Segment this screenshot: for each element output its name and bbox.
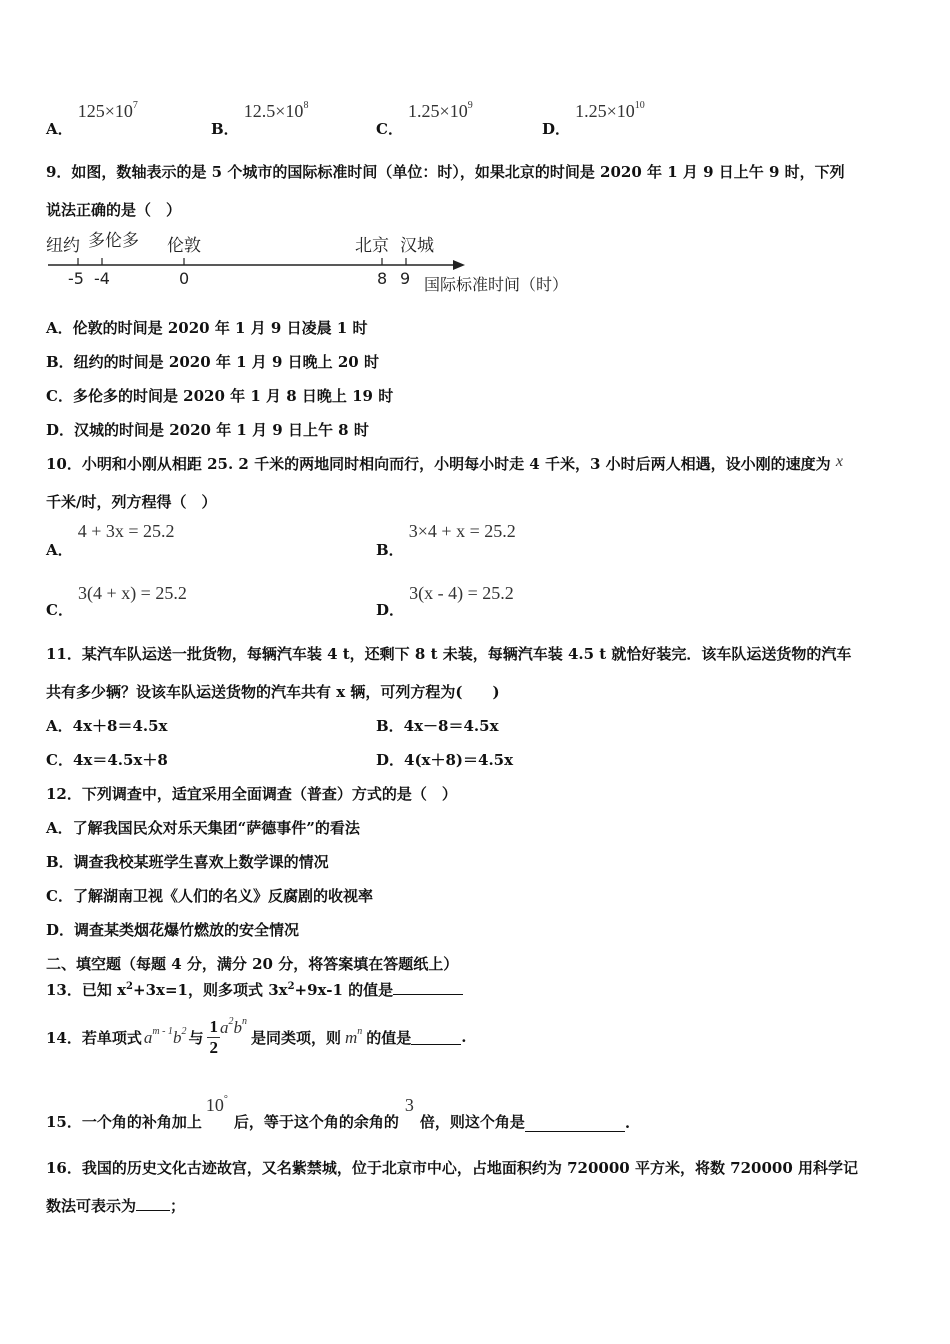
- city-label-newyork: 纽约: [46, 236, 80, 256]
- q8-option-c: [376, 100, 473, 138]
- q8-option-a: [46, 100, 138, 138]
- answer-blank[interactable]: [525, 1117, 625, 1132]
- q12-option-a: A．了解我国民众对乐天集团“萨德事件”的看法: [46, 819, 360, 837]
- answer-blank[interactable]: [393, 980, 463, 995]
- q16-stem-line1: 16．我国的历史文化古迹故宫，又名紫禁城，位于北京市中心，占地面积约为 720000 平方米，将数 720000 用科学记: [46, 1159, 859, 1177]
- tick-label: 8: [377, 269, 388, 288]
- q11-stem-line1: 11．某汽车队运送一批货物，每辆汽车装 4 t，还剩下 8 t 未装，每辆汽车装 4.5 t 就恰好装完．该车队运送货物的汽车: [46, 645, 852, 663]
- q11-option-d: D．4(x＋8)＝4.5x: [376, 751, 514, 769]
- axis-arrow-icon: [453, 260, 465, 270]
- axis-title: 国际标准时间（时）: [424, 275, 569, 294]
- math-expression: $125\times 10^7$: [77, 100, 138, 121]
- option-letter: D．: [376, 601, 405, 619]
- option-letter: C．: [376, 120, 403, 138]
- q8-option-d: [542, 100, 645, 138]
- q12-stem: 12．下列调查中，适宜采用全面调查（普查）方式的是（ ）: [46, 785, 457, 803]
- q8-option-b: [211, 100, 309, 138]
- monomial-2: $a^2b^n$: [219, 1016, 247, 1037]
- option-letter: B．: [376, 541, 404, 559]
- equation: 4 + 3x = 25.2: [77, 521, 175, 541]
- tick-label: 0: [179, 269, 190, 288]
- answer-blank[interactable]: [136, 1196, 170, 1211]
- q10-option-b: [376, 521, 516, 559]
- option-letter: C．: [46, 601, 73, 619]
- q9-option-b: B．纽约的时间是 2020 年 1 月 9 日晚上 20 时: [46, 353, 379, 371]
- city-label-seoul: 汉城: [400, 236, 434, 256]
- option-letter: D．: [542, 120, 571, 138]
- q14-stem: 14．若单项式 $a^{m - 1}b^2$ 与 $\frac{1}{2}$ $a^2b^n$ 是同类项，则 $m^n$ 的值是 .: [46, 1016, 467, 1057]
- q9-option-c: C．多伦多的时间是 2020 年 1 月 8 日晚上 19 时: [46, 387, 394, 405]
- option-letter: B．: [211, 120, 239, 138]
- q12-option-b: B．调查我校某班学生喜欢上数学课的情况: [46, 853, 329, 871]
- q10-stem-line1: 10．小明和小刚从相距 25. 2 千米的两地同时相向而行，小明每小时走 4 千米，3 小时后两人相遇，设小刚的速度为 x: [46, 453, 843, 473]
- option-letter: A．: [46, 541, 73, 559]
- variable-x: x: [835, 453, 843, 470]
- q10-option-d: [376, 583, 514, 619]
- q9-option-d: D．汉城的时间是 2020 年 1 月 9 日上午 8 时: [46, 421, 369, 439]
- math-expression: $12.5\times 10^8$: [243, 100, 309, 121]
- fraction-one-half: $\frac{1}{2}$: [209, 1016, 218, 1057]
- tick-label: -5: [68, 269, 84, 288]
- city-label-london: 伦敦: [167, 236, 201, 256]
- equation: 3(x - 4) = 25.2: [409, 583, 514, 603]
- tick-label: -4: [94, 269, 110, 288]
- q11-option-a: A．4x＋8＝4.5x: [46, 717, 168, 735]
- m-power-n: $m^n$: [344, 1026, 363, 1047]
- angle-value: 10°: [205, 1094, 228, 1115]
- q9-stem-line1: 9．如图，数轴表示的是 5 个城市的国际标准时间（单位：时），如果北京的时间是 2020 年 1 月 9 日上午 9 时，下列: [46, 163, 845, 181]
- math-expression: $1.25\times 10^{10}$: [575, 100, 645, 121]
- q11-stem-line2: 共有多少辆？设该车队运送货物的汽车共有 x 辆，可列方程为( ): [46, 683, 500, 701]
- equation: 3×4 + x = 25.2: [408, 521, 516, 541]
- q16-stem-line2: 数法可表示为 ；: [46, 1197, 186, 1215]
- q11-option-c: C．4x＝4.5x＋8: [46, 751, 168, 769]
- number-line-figure: [40, 228, 600, 300]
- city-label-beijing: 北京: [355, 236, 389, 256]
- q9-option-a: A．伦敦的时间是 2020 年 1 月 9 日凌晨 1 时: [46, 319, 368, 337]
- section-heading: 二、填空题（每题 4 分，满分 20 分，将答案填在答题纸上）: [46, 955, 459, 973]
- option-letter: A．: [46, 120, 73, 138]
- monomial-1: $a^{m - 1}b^2$: [143, 1026, 187, 1047]
- q11-option-b: B．4x－8＝4.5x: [376, 717, 499, 735]
- multiplier-value: 3: [404, 1095, 414, 1115]
- q15-stem: 15．一个角的补角加上 10° 后，等于这个角的余角的 3 倍，则这个角是 .: [46, 1094, 631, 1132]
- q12-option-d: D．调查某类烟花爆竹燃放的安全情况: [46, 921, 300, 939]
- q10-option-a: [46, 521, 175, 559]
- q13-stem: 13．已知 $x^2+3x=1$，则多项式 $3x^2+9x-1$ 的值是: [46, 979, 463, 1000]
- q9-stem-line2: 说法正确的是（ ）: [46, 201, 182, 219]
- city-label-toronto: 多伦多: [88, 231, 139, 251]
- answer-blank[interactable]: [411, 1030, 461, 1045]
- q10-stem-line2: 千米/时，列方程得（ ）: [46, 493, 217, 511]
- equation: 3(4 + x) = 25.2: [78, 583, 187, 603]
- math-expression: $1.25\times 10^9$: [408, 100, 473, 121]
- tick-label: 9: [400, 269, 411, 288]
- q10-option-c: [46, 583, 187, 619]
- q12-option-c: C．了解湖南卫视《人们的名义》反腐剧的收视率: [46, 887, 373, 905]
